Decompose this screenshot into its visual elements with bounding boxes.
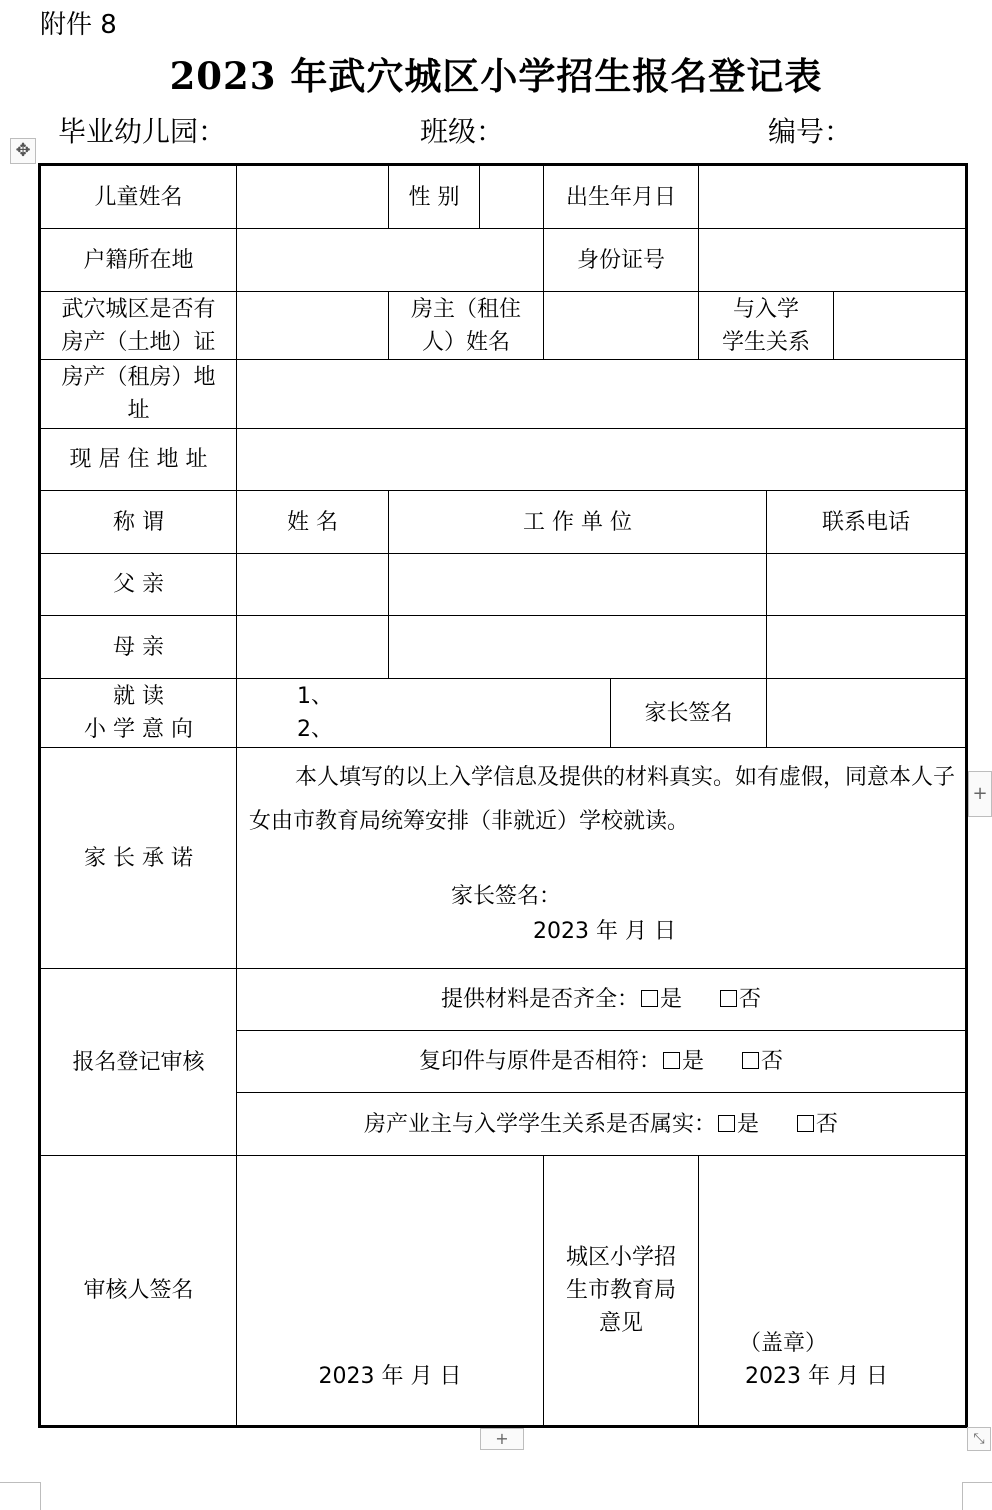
- bureau-date: 2023 年 月 日: [745, 1364, 888, 1389]
- id-number-label: 身份证号: [544, 229, 699, 292]
- father-phone-field[interactable]: [767, 554, 967, 616]
- father-workplace-field[interactable]: [389, 554, 767, 616]
- reviewer-date: 2023 年 月 日: [318, 1364, 462, 1389]
- current-address-label: 现 居 住 地 址: [40, 429, 237, 491]
- yes-label: 是: [682, 1049, 705, 1074]
- page-corner-mark-left: [0, 1482, 41, 1510]
- father-label: 父 亲: [40, 554, 237, 616]
- current-address-field[interactable]: [237, 429, 967, 491]
- pledge-label: 家 长 承 诺: [40, 748, 237, 969]
- property-address-label: 房产（租房）地 址: [40, 360, 237, 429]
- mother-label: 母 亲: [40, 616, 237, 679]
- parent-signature-field[interactable]: [767, 679, 967, 748]
- check-materials-row: [237, 969, 967, 1031]
- no-checkbox[interactable]: [797, 1115, 814, 1132]
- check-copies-label: 复印件与原件是否相符：: [418, 1049, 661, 1074]
- intent-option-1: 1、: [297, 684, 333, 709]
- property-cert-label: 武穴城区是否有 房产（土地）证: [40, 292, 237, 360]
- number-label: 编号：: [768, 115, 853, 148]
- reviewer-signature-label: 审核人签名: [40, 1156, 237, 1427]
- name-col-header: 姓 名: [237, 491, 389, 554]
- table-resize-icon[interactable]: ⤡: [967, 1427, 991, 1451]
- gender-field[interactable]: [480, 165, 544, 229]
- birth-date-field[interactable]: [699, 165, 967, 229]
- form-title: 2023 年武穴城区小学招生报名登记表: [169, 54, 823, 98]
- bureau-opinion-field[interactable]: [699, 1156, 967, 1427]
- bureau-opinion-label: 城区小学招 生市教育局 意见: [544, 1156, 699, 1427]
- add-column-icon[interactable]: +: [968, 771, 992, 817]
- household-label: 户籍所在地: [40, 229, 237, 292]
- school-intent-field[interactable]: [237, 679, 611, 748]
- pledge-sign-label: 家长签名：: [451, 884, 562, 909]
- mother-phone-field[interactable]: [767, 616, 967, 679]
- yes-checkbox[interactable]: [718, 1115, 735, 1132]
- yes-checkbox[interactable]: [641, 990, 658, 1007]
- check-relation-row: [237, 1093, 967, 1156]
- intent-option-2: 2、: [297, 717, 333, 742]
- kindergarten-label: 毕业幼儿园：: [58, 115, 227, 148]
- property-address-field[interactable]: [237, 360, 967, 429]
- workplace-col-header: 工 作 单 位: [389, 491, 767, 554]
- relation-field[interactable]: [834, 292, 965, 359]
- add-row-icon[interactable]: +: [480, 1428, 524, 1450]
- attachment-label: 附件 8: [40, 10, 117, 40]
- school-intent-label: 就 读 小 学 意 向: [40, 679, 237, 748]
- no-label: 否: [816, 1111, 839, 1137]
- child-name-field[interactable]: [237, 165, 389, 229]
- no-checkbox[interactable]: [742, 1052, 759, 1069]
- page-corner-mark-right: [962, 1482, 992, 1510]
- father-name-field[interactable]: [237, 554, 389, 616]
- review-label: 报名登记审核: [40, 969, 237, 1156]
- parent-signature-label: 家长签名: [611, 679, 767, 748]
- class-label: 班级：: [420, 115, 505, 148]
- household-field[interactable]: [237, 229, 544, 292]
- check-relation-label: 房产业主与入学学生关系是否属实：: [363, 1111, 716, 1137]
- title-col-header: 称 谓: [40, 491, 237, 554]
- relation-label: 与入学 学生关系: [699, 292, 834, 359]
- owner-name-label: 房主（租住 人）姓名: [389, 292, 544, 360]
- yes-label: 是: [737, 1111, 760, 1137]
- table-row: [40, 554, 967, 616]
- yes-checkbox[interactable]: [663, 1052, 680, 1069]
- birth-date-label: 出生年月日: [544, 165, 699, 229]
- seal-label: （盖章）: [739, 1331, 828, 1356]
- check-copies-row: [237, 1031, 967, 1093]
- table-row: [40, 616, 967, 679]
- gender-label: 性 别: [389, 165, 480, 229]
- mother-name-field[interactable]: [237, 616, 389, 679]
- phone-col-header: 联系电话: [767, 491, 967, 554]
- property-cert-field[interactable]: [237, 292, 389, 360]
- table-move-icon[interactable]: ✥: [10, 138, 36, 164]
- pledge-date: 2023 年 月 日: [533, 919, 676, 944]
- pledge-text: 本人填写的以上入学信息及提供的材料真实。如有虚假，同意本人子女由市教育局统筹安排（非就近）学校就读。: [249, 765, 956, 834]
- registration-table: [38, 163, 968, 1428]
- reviewer-signature-field[interactable]: [237, 1156, 544, 1427]
- check-materials-label: 提供材料是否齐全：: [440, 987, 639, 1012]
- no-label: 否: [761, 1049, 784, 1074]
- child-name-label: 儿童姓名: [40, 165, 237, 229]
- owner-name-field[interactable]: [544, 292, 699, 360]
- no-checkbox[interactable]: [720, 990, 737, 1007]
- mother-workplace-field[interactable]: [389, 616, 767, 679]
- yes-label: 是: [660, 987, 683, 1012]
- id-number-field[interactable]: [699, 229, 967, 292]
- pledge-cell: [237, 748, 967, 969]
- no-label: 否: [739, 987, 762, 1012]
